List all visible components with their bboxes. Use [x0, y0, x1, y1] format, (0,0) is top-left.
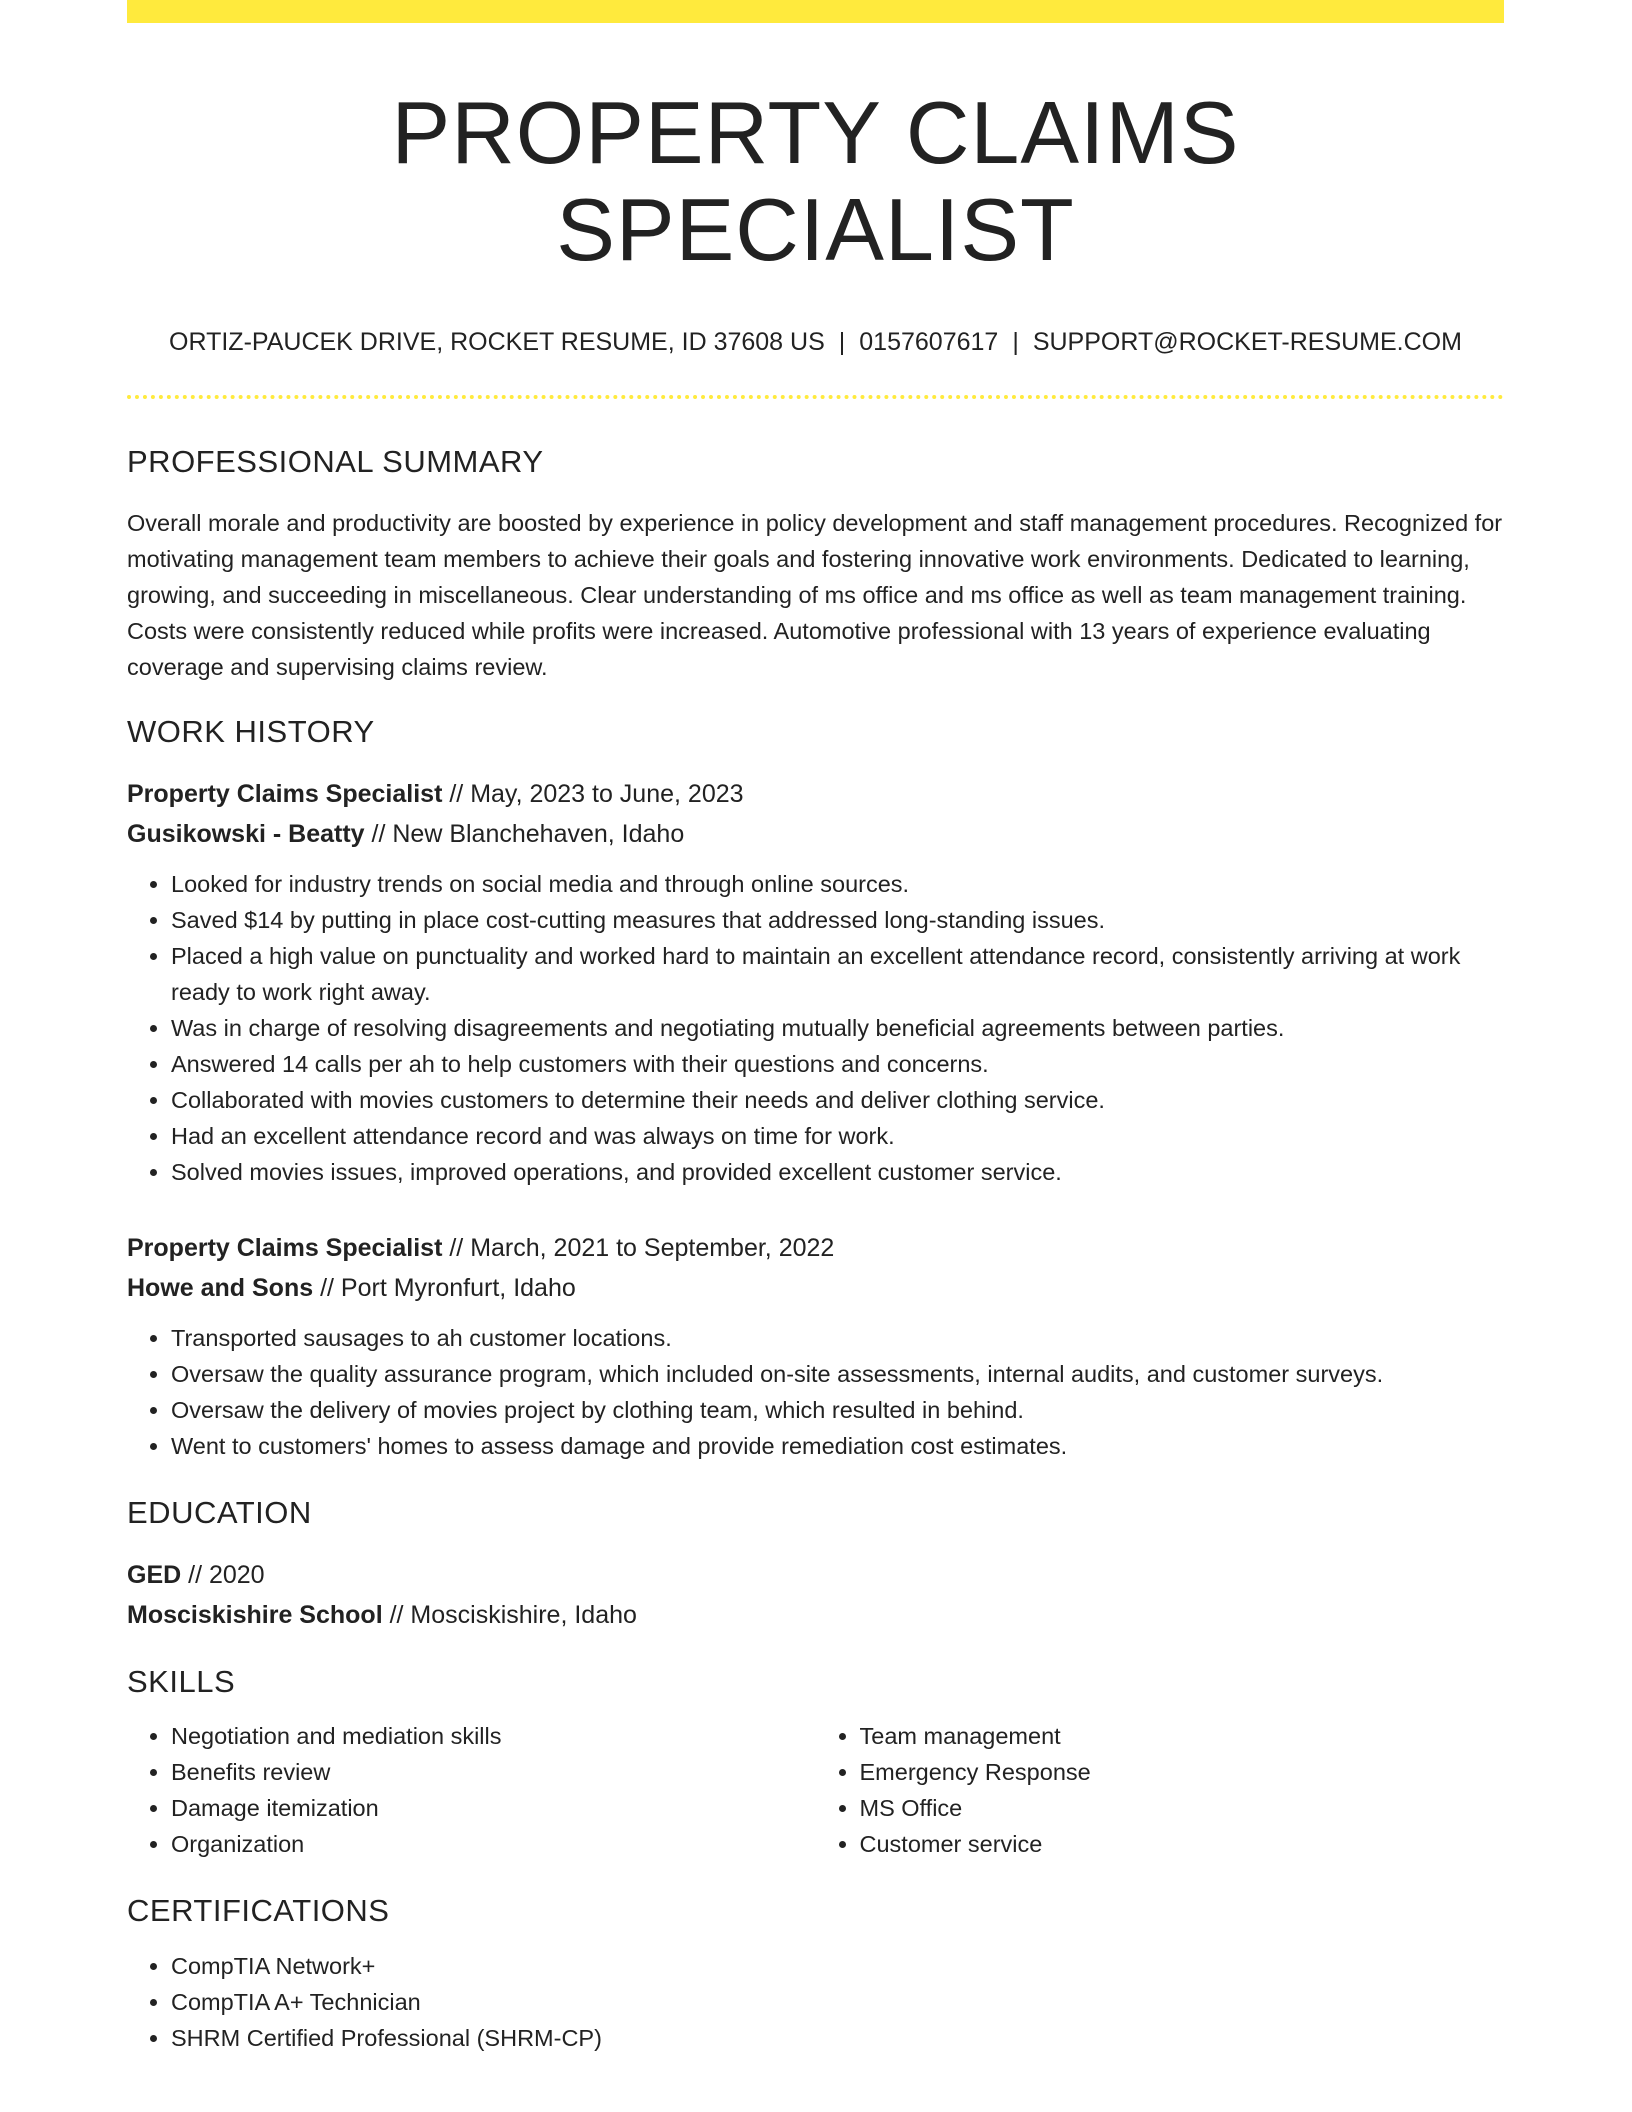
job-role-line [127, 1228, 1504, 1268]
job-company-line [127, 814, 1504, 854]
skills-right-column [816, 1718, 1505, 1862]
resume-page [127, 0, 1504, 2056]
skill-item: • Negotiation and mediation skills [171, 1718, 816, 1754]
summary-text: Overall morale and productivity are boosted by experience in policy development and staff management procedures. Recognized for motivating management team members to achieve their goals and fostering innovative work environments. Dedicated to learning, growing, and succeeding in miscellaneous. Clear understanding of ms office and ms office as well as team management training. Costs were consistently reduced while profits were increased. Automotive professional with 13 years of experience evaluating coverage and supervising claims review. [127, 509, 1503, 680]
list-item: • Saved $14 by putting in place cost-cutting measures that addressed long-standing issues. [171, 902, 1504, 938]
job-company-line [127, 1268, 1504, 1308]
degree-line [127, 1555, 1504, 1595]
skill-item: • Organization [171, 1826, 816, 1862]
job-bullets [127, 866, 1504, 1190]
job-company: Howe and Sons [127, 1273, 314, 1302]
section-title-summary: PROFESSIONAL SUMMARY [127, 443, 544, 479]
resume-title: PROPERTY CLAIMS SPECIALIST [391, 83, 1240, 279]
job-location: // Port Myronfurt, Idaho [313, 1273, 576, 1302]
list-item: • Placed a high value on punctuality and worked hard to maintain an excellent attendance record, consistently arriving at work ready to work right away. [171, 938, 1504, 1010]
phone: 0157607617 [859, 327, 999, 356]
job-role: Property Claims Specialist [127, 1233, 443, 1262]
job-location: // New Blanchehaven, Idaho [364, 819, 685, 848]
job-dates: // May, 2023 to June, 2023 [442, 779, 744, 808]
skill-item: • Damage itemization [171, 1790, 816, 1826]
list-item: • Answered 14 calls per ah to help customers with their questions and concerns. [171, 1046, 1504, 1082]
job-role-line [127, 774, 1504, 814]
skills-left-column [127, 1718, 816, 1862]
skill-item: • Customer service [860, 1826, 1505, 1862]
degree: GED [127, 1561, 182, 1590]
list-item: • Looked for industry trends on social media and through online sources. [171, 866, 1504, 902]
job-role: Property Claims Specialist [127, 779, 443, 808]
list-item: • Had an excellent attendance record and was always on time for work. [171, 1118, 1504, 1154]
section-title-skills: SKILLS [127, 1664, 236, 1700]
job-dates: // March, 2021 to September, 2022 [442, 1233, 835, 1262]
job-entry [127, 1228, 1504, 1464]
contact-line [127, 327, 1504, 357]
school: Mosciskishire School [127, 1601, 383, 1630]
list-item: • Oversaw the quality assurance program, which included on-site assessments, internal audits, and customer surveys. [171, 1356, 1504, 1392]
list-item: • Oversaw the delivery of movies project by clothing team, which resulted in behind. [171, 1392, 1504, 1428]
education-entry [127, 1555, 1504, 1635]
section-title-work: WORK HISTORY [127, 713, 375, 749]
accent-bar [127, 0, 1504, 23]
section-title-certifications: CERTIFICATIONS [127, 1893, 390, 1929]
skill-item: • Emergency Response [860, 1754, 1505, 1790]
job-bullets [127, 1320, 1504, 1464]
list-item: • Collaborated with movies customers to determine their needs and deliver clothing service. [171, 1082, 1504, 1118]
school-location: // Mosciskishire, Idaho [382, 1601, 637, 1630]
email: SUPPORT@ROCKET-RESUME.COM [1032, 327, 1462, 356]
certification-item: • CompTIA A+ Technician [171, 1984, 1504, 2020]
separator: | [838, 327, 846, 356]
section-title-education: EDUCATION [127, 1494, 312, 1530]
degree-year: // 2020 [181, 1561, 265, 1590]
skill-item: • Team management [860, 1718, 1505, 1754]
certification-item: • SHRM Certified Professional (SHRM-CP) [171, 2020, 1504, 2056]
skill-item: • Benefits review [171, 1754, 816, 1790]
separator: | [1012, 327, 1019, 356]
job-entry [127, 774, 1504, 1190]
list-item: • Transported sausages to ah customer locations. [171, 1320, 1504, 1356]
dotted-divider [127, 395, 1504, 399]
skills-grid [127, 1718, 1504, 1862]
job-company: Gusikowski - Beatty [127, 819, 365, 848]
list-item: • Went to customers' homes to assess damage and provide remediation cost estimates. [171, 1428, 1504, 1464]
list-item: • Solved movies issues, improved operations, and provided excellent customer service. [171, 1154, 1504, 1190]
certifications-list [127, 1948, 1504, 2056]
address: ORTIZ-PAUCEK DRIVE, ROCKET RESUME, ID 37608 US [169, 327, 825, 356]
list-item: • Was in charge of resolving disagreements and negotiating mutually beneficial agreements between parties. [171, 1010, 1504, 1046]
skill-item: • MS Office [860, 1790, 1505, 1826]
school-line [127, 1595, 1504, 1635]
certification-item: • CompTIA Network+ [171, 1948, 1504, 1984]
